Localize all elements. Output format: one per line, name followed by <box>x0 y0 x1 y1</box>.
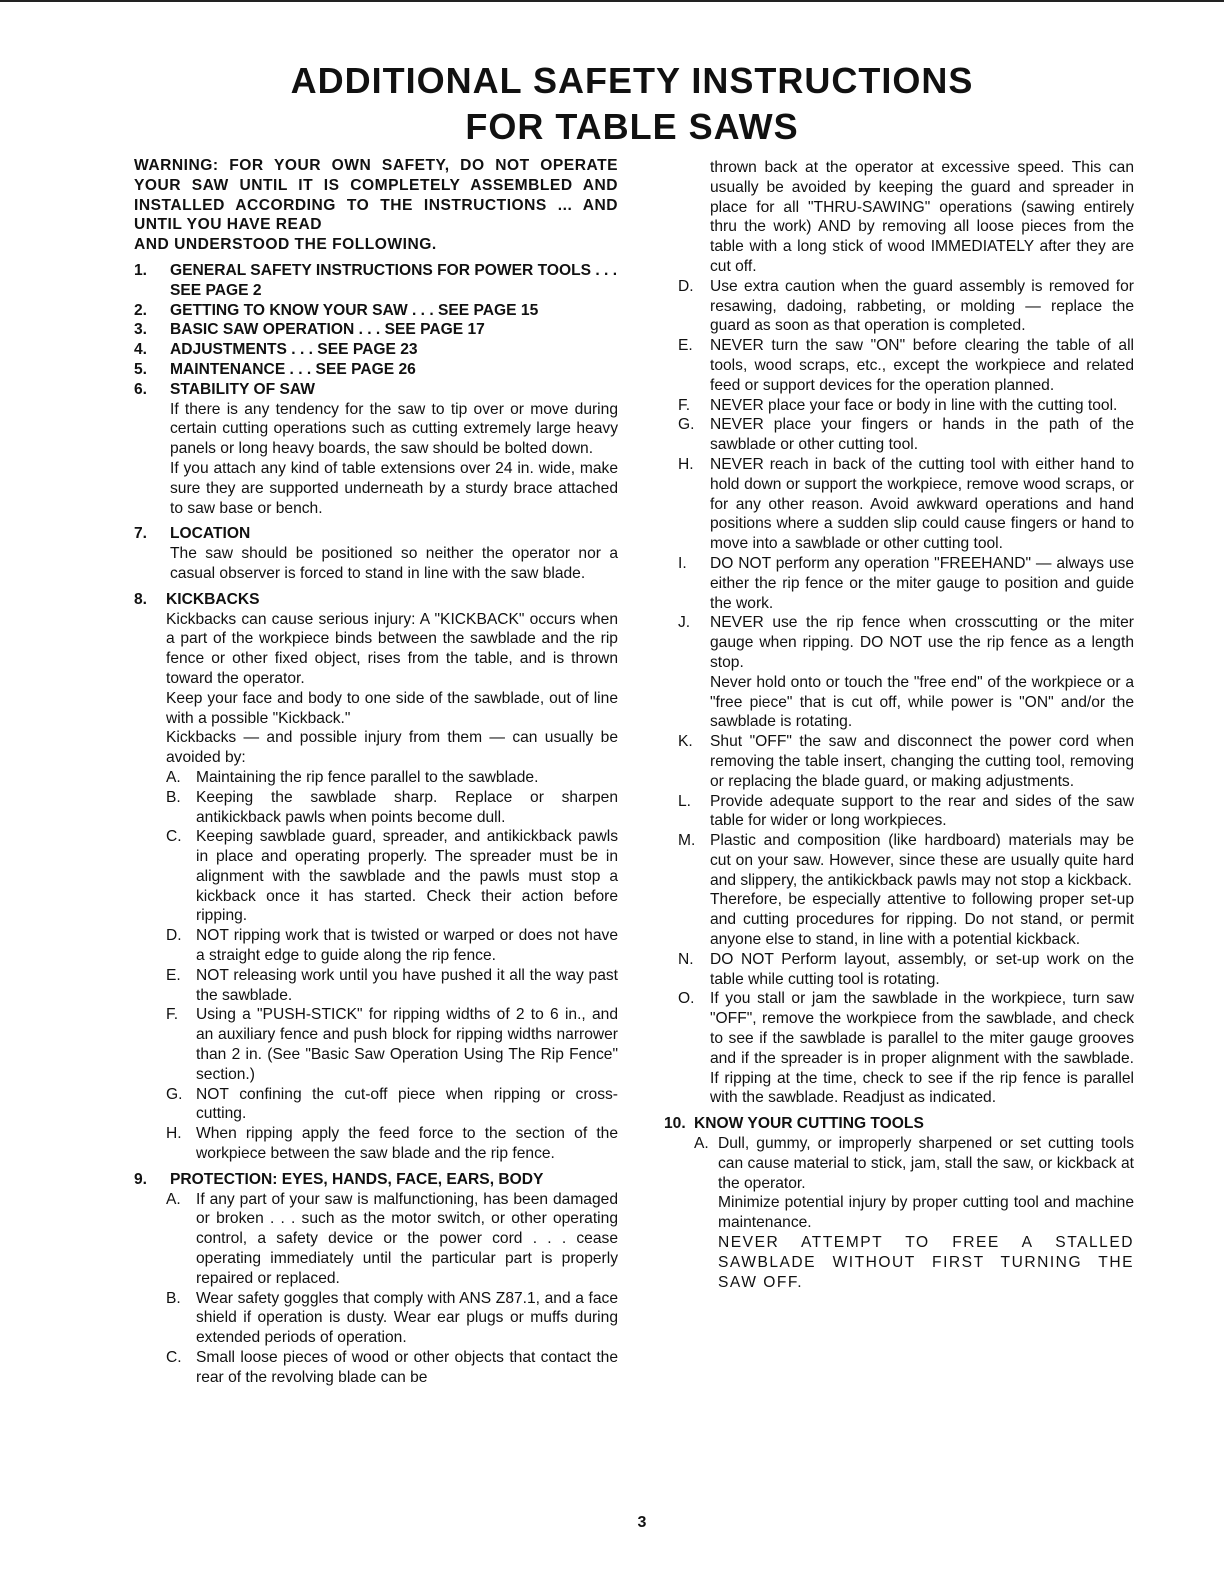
section-heading: 9. PROTECTION: EYES, HANDS, FACE, EARS, BODY <box>134 1170 544 1188</box>
list-item: J. NEVER use the rip fence when crosscutting or the miter gauge when ripping. DO NOT use the rip fence as a length stop. <box>678 614 1134 671</box>
list-item: F. NEVER place your face or body in line with the cutting tool. <box>678 396 1118 414</box>
paragraph: Keep your face and body to one side of the sawblade, out of line with a possible "Kickback." <box>166 689 618 727</box>
list-item: A. Maintaining the rip fence parallel to the sawblade. <box>166 768 539 786</box>
section-heading: 7. LOCATION <box>134 525 251 543</box>
list-item: E. NEVER turn the saw "ON" before clearing the table of all tools, wood scraps, etc., except the workpiece and related feed or support devices for the operation planned. <box>678 337 1134 394</box>
section-stability <box>134 380 618 519</box>
ref-item: 4. ADJUSTMENTS . . . SEE PAGE 23 <box>134 341 418 359</box>
list-item: L. Provide adequate support to the rear and sides of the saw table for wider or long workpieces. <box>678 792 1134 830</box>
list-item: H. When ripping apply the feed force to the section of the workpiece between the saw blade and the rip fence. <box>166 1125 618 1163</box>
list-item: H. NEVER reach in back of the cutting tool with either hand to hold down or support the workpiece, remove wood scraps, or for any other reason. Avoid awkward operations and hand positions where a sudden slip could cause fingers or hand to move into a sawblade or other cutting tool. <box>678 455 1134 553</box>
continued-paragraph: thrown back at the operator at excessive speed. This can usually be avoided by keeping the guard and spreader in place for all "THRU-SAWING" operations (sawing entirely thru the work) AND by removing all loose pieces from the table with a long stick of wood IMMEDIATELY after they are cut off. <box>710 159 1134 275</box>
list-item: N. DO NOT Perform layout, assembly, or set-up work on the table while cutting tool is rotating. <box>678 950 1134 988</box>
list-item: B. Keeping the sawblade sharp. Replace or sharpen antikickback pawls when points become dull. <box>166 788 618 826</box>
section-heading: 6. STABILITY OF SAW <box>134 380 315 398</box>
warning-text: WARNING: FOR YOUR OWN SAFETY, DO NOT OPERATE YOUR SAW UNTIL IT IS COMPLETELY ASSEMBLED AND INSTALLED ACCORDING TO THE INSTRUCTIONS ... AND UNTIL YOU HAVE READ <box>134 157 618 234</box>
list-item: I. DO NOT perform any operation "FREEHAND" — always use either the rip fence or the miter gauge to position and guide the work. <box>678 554 1134 612</box>
list-item: K. Shut "OFF" the saw and disconnect the power cord when removing the table insert, changing the cutting tool, removing or replacing the blade guard, or making adjustments. <box>678 733 1134 790</box>
paragraph: Therefore, be especially attentive to following proper set-up and cutting procedures for ripping. Do not stand, or permit anyone else to stand, in line with a potential kickback. <box>710 891 1134 949</box>
paragraph: Never hold onto or touch the "free end" of the workpiece or a "free piece" that is cut off, while power is "ON" and/or the sawblade is rotating. <box>710 673 1134 731</box>
list-item: D. Use extra caution when the guard assembly is removed for resawing, dadoing, rabbeting, or molding — replace the guard as soon as that operation is completed. <box>678 277 1134 335</box>
list-item: C. Keeping sawblade guard, spreader, and antikickback pawls in place and operating properly. The spreader must be in alignment with the sawblade and the pawls must stop a kickback once it has started. Check their action before ripping. <box>166 828 618 925</box>
section-protection <box>134 1170 618 1388</box>
paragraph: The saw should be positioned so neither the operator nor a casual observer is forced to stand in line with the saw blade. <box>170 545 618 582</box>
right-column <box>664 158 1134 1292</box>
list-item: F. Using a "PUSH-STICK" for ripping widths of 2 to 6 in., and an auxiliary fence and push block for ripping widths narrower than 2 in. (See "Basic Saw Operation Using The Rip Fence" section.) <box>166 1006 618 1083</box>
list-item: G. NOT confining the cut-off piece when ripping or cross-cutting. <box>166 1085 618 1123</box>
section-heading: 8. KICKBACKS <box>134 590 260 608</box>
list-item: B. Wear safety goggles that comply with ANS Z87.1, and a face shield if operation is dusty. Wear ear plugs or muffs during extended periods of operation. <box>166 1289 618 1347</box>
title-line-2: FOR TABLE SAWS <box>465 106 799 147</box>
paragraph: Kickbacks — and possible injury from them — can usually be avoided by: <box>166 729 618 767</box>
ref-item: 1. GENERAL SAFETY INSTRUCTIONS FOR POWER TOOLS . . . SEE PAGE 2 <box>134 261 618 299</box>
list-item: D. NOT ripping work that is twisted or warped or does not have a straight edge to guide along the rip fence. <box>166 927 618 965</box>
ref-item: 3. BASIC SAW OPERATION . . . SEE PAGE 17 <box>134 321 485 339</box>
paragraph: If there is any tendency for the saw to tip over or move during certain cutting operations such as cutting extremely large heavy panels or long heavy boards, the saw should be bolted down. <box>170 400 618 458</box>
section-location <box>134 524 618 583</box>
ref-item: 5. MAINTENANCE . . . SEE PAGE 26 <box>134 360 416 378</box>
paragraph: Minimize potential injury by proper cutting tool and machine maintenance. <box>718 1194 1134 1232</box>
paragraph: If you attach any kind of table extensions over 24 in. wide, make sure they are supported underneath by a sturdy brace attached to saw base or bench. <box>170 459 618 517</box>
reference-list <box>134 261 618 380</box>
paragraph: NEVER ATTEMPT TO FREE A STALLED SAWBLADE WITHOUT FIRST TURNING THE SAW OFF. <box>718 1234 1134 1291</box>
list-item: M. Plastic and composition (like hardboard) materials may be cut on your saw. However, since these are usually quite hard and slippery, the antikickback pawls may not stop a kickback. <box>678 832 1134 889</box>
list-item: O. If you stall or jam the sawblade in the workpiece, turn saw "OFF", remove the workpiece from the sawblade, and check to see if the sawblade is parallel to the miter gauge grooves and if the spreader is in proper alignment with the sawblade. If ripping at the time, check to see if the rip fence is parallel with the sawblade. Readjust as indicated. <box>678 990 1134 1107</box>
title-line-1: ADDITIONAL SAFETY INSTRUCTIONS <box>290 60 974 101</box>
left-column <box>134 156 618 1388</box>
section-cutting-tools <box>664 1114 1134 1292</box>
list-item: G. NEVER place your fingers or hands in the path of the sawblade or other cutting tool. <box>678 416 1134 454</box>
list-item: E. NOT releasing work until you have pushed it all the way past the sawblade. <box>166 966 618 1004</box>
ref-item: 2. GETTING TO KNOW YOUR SAW . . . SEE PAGE 15 <box>134 301 539 319</box>
list-item: C. Small loose pieces of wood or other objects that contact the rear of the revolving blade can be <box>166 1349 618 1386</box>
page-number: 3 <box>637 1514 647 1531</box>
section-kickbacks <box>134 590 618 1164</box>
list-item: A. If any part of your saw is malfunctioning, has been damaged or broken . . . such as the motor switch, or other operating control, a safety device or the power cord . . . cease operating immediately until the particular part is properly repaired or replaced. <box>166 1190 618 1287</box>
top-rule <box>0 0 1224 2</box>
page-title <box>0 58 1224 150</box>
list-item: A. Dull, gummy, or improperly sharpened or set cutting tools can cause material to stick, jam, stall the saw, or kickback at the operator. <box>694 1135 1134 1192</box>
section-heading: 10. KNOW YOUR CUTTING TOOLS <box>664 1115 924 1133</box>
paragraph: Kickbacks can cause serious injury: A "KICKBACK" occurs when a part of the workpiece binds between the sawblade and the rip fence or other fixed object, rises from the table, and is thrown toward the operator. <box>166 610 618 687</box>
warning-tail: AND UNDERSTOOD THE FOLLOWING. <box>134 236 437 254</box>
